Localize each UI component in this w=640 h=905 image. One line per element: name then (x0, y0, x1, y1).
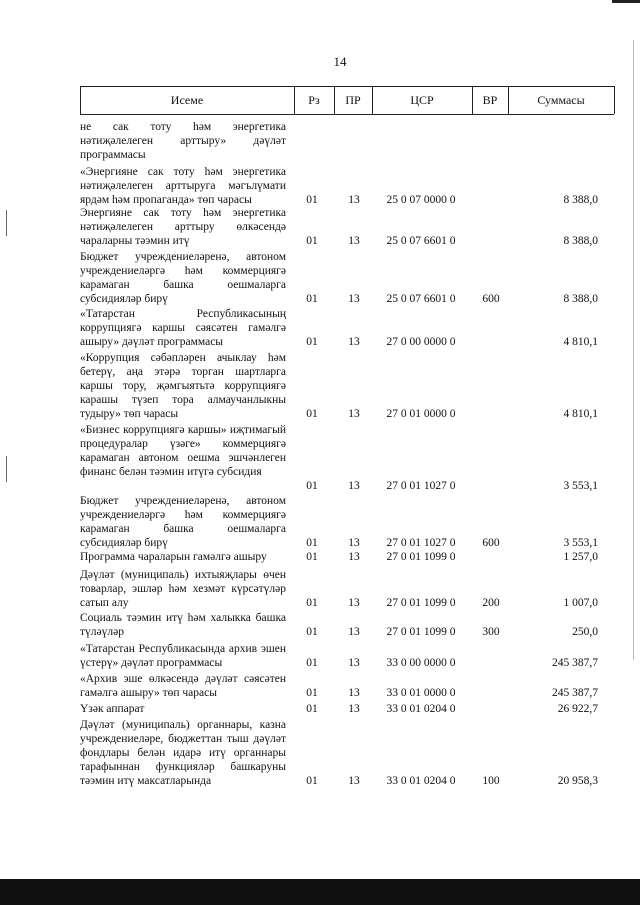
table-row (80, 206, 614, 248)
row-sum: 245 387,7 (552, 657, 598, 669)
row-sum: 20 958,3 (557, 775, 598, 787)
row-pr: 13 (348, 194, 360, 206)
row-pr: 13 (348, 703, 360, 715)
row-pr: 13 (348, 687, 360, 699)
row-rz: 01 (306, 194, 318, 206)
scan-bottom-bar (0, 879, 640, 905)
table-row (80, 672, 614, 700)
page-number: 14 (333, 54, 347, 69)
row-rz: 01 (306, 657, 318, 669)
header-name: Исеме (170, 93, 204, 107)
row-name: Бюджет учреждениеләренә, автоном учреждениеләргә һәм коммерциягә карамаган башка оешмаларга субсидияләр бирү (80, 251, 286, 305)
table-row (80, 423, 614, 493)
row-csr: 25 0 07 6601 0 (386, 235, 456, 247)
row-vr: 300 (482, 626, 500, 638)
table-row (80, 550, 614, 564)
scan-mark-top (612, 0, 640, 3)
row-csr: 33 0 00 0000 0 (386, 657, 456, 669)
row-rz: 01 (306, 336, 318, 348)
row-name: «Коррупция сәбәпләрен ачыклау һәм бетерү, аңа этәрә торган шартларга каршы тору, җәмгыятьтә коррупциягә карашы түзеп тора алмаучанлыкны тудыру» төп чарасы (80, 352, 286, 420)
row-sum: 4 810,1 (563, 408, 598, 420)
row-name: Программа чараларын гамәлгә ашыру (80, 551, 267, 563)
row-name: «Архив эше өлкәсендә дәүләт сәясәтен гамәлгә ашыру» төп чарасы (80, 673, 286, 699)
row-csr: 27 0 01 1099 0 (386, 551, 456, 563)
table-row (80, 718, 614, 788)
row-name: Энергияне сак тоту һәм энергетика нәтиҗәлелеген арттыру өлкәсендә чараларны тәэмин итү (80, 207, 286, 247)
row-rz: 01 (306, 480, 318, 492)
header-rz: Рз (308, 93, 320, 107)
row-sum: 8 388,0 (563, 293, 598, 305)
table-row (80, 611, 614, 639)
row-csr: 33 0 01 0000 0 (386, 687, 456, 699)
row-rz: 01 (306, 408, 318, 420)
table-row (80, 568, 614, 610)
table-row (80, 494, 614, 550)
table-row (80, 165, 614, 207)
row-pr: 13 (348, 597, 360, 609)
row-rz: 01 (306, 687, 318, 699)
row-sum: 1 007,0 (563, 597, 598, 609)
table-row (80, 120, 614, 162)
table-row (80, 250, 614, 306)
row-pr: 13 (348, 537, 360, 549)
row-name: не сак тоту һәм энергетика нәтиҗәлелеген арттыру» дәүләт программасы (80, 121, 286, 161)
table-row (80, 702, 614, 716)
row-sum: 1 257,0 (563, 551, 598, 563)
table-row (80, 642, 614, 670)
row-csr: 33 0 01 0204 0 (386, 775, 456, 787)
row-pr: 13 (348, 551, 360, 563)
row-sum: 8 388,0 (563, 235, 598, 247)
row-pr: 13 (348, 775, 360, 787)
header-border-right (614, 86, 615, 114)
row-name: «Татарстан Республикасының коррупциягә каршы сәясәтен гамәлгә ашыру» дәүләт программасы (80, 308, 286, 348)
header-sum: Суммасы (537, 93, 585, 107)
row-name: Үзәк аппарат (80, 703, 145, 715)
table-row (80, 351, 614, 421)
header-vr: ВР (482, 93, 498, 107)
row-csr: 27 0 01 1099 0 (386, 626, 456, 638)
row-pr: 13 (348, 480, 360, 492)
row-name: «Энергияне сак тоту һәм энергетика нәтиҗәлелеген арттыруга мәгълүмати ярдәм һәм пропаганда» төп чарасы (80, 166, 286, 206)
row-csr: 33 0 01 0204 0 (386, 703, 456, 715)
row-sum: 4 810,1 (563, 336, 598, 348)
row-csr: 25 0 07 6601 0 (386, 293, 456, 305)
row-pr: 13 (348, 293, 360, 305)
row-rz: 01 (306, 235, 318, 247)
row-sum: 3 553,1 (563, 480, 598, 492)
row-rz: 01 (306, 626, 318, 638)
table-row (80, 307, 614, 349)
scan-mark-left-1 (6, 210, 7, 236)
row-pr: 13 (348, 235, 360, 247)
header-bottom-border (80, 114, 614, 115)
row-sum: 245 387,7 (552, 687, 598, 699)
row-csr: 27 0 01 1027 0 (386, 480, 456, 492)
header-pr: ПР (345, 93, 361, 107)
scan-edge-right (633, 40, 634, 660)
row-name: Дәүләт (муниципаль) органнары, казна учреждениеләре, бюджеттан тыш дәүләт фондлары белән идарә итү органнары тарафыннан функцияләр башкаруны тәэмин итү максатларында (80, 719, 286, 787)
row-sum: 8 388,0 (563, 194, 598, 206)
scan-mark-left-2 (6, 456, 7, 482)
row-csr: 27 0 01 1027 0 (386, 537, 456, 549)
row-sum: 3 553,1 (563, 537, 598, 549)
row-rz: 01 (306, 293, 318, 305)
row-pr: 13 (348, 408, 360, 420)
row-rz: 01 (306, 537, 318, 549)
row-pr: 13 (348, 336, 360, 348)
row-sum: 250,0 (572, 626, 598, 638)
row-vr: 600 (482, 537, 500, 549)
row-csr: 27 0 00 0000 0 (386, 336, 456, 348)
row-name: Социаль тәэмин итү һәм халыкка башка түләүләр (80, 612, 286, 638)
row-csr: 25 0 07 0000 0 (386, 194, 456, 206)
row-csr: 27 0 01 1099 0 (386, 597, 456, 609)
row-pr: 13 (348, 626, 360, 638)
row-vr: 100 (482, 775, 500, 787)
row-name: «Бизнес коррупциягә каршы» иҗтимагый процедуралар үзәге» коммерциягә карамаган автоном оешма эшчәнлеген финанс белән тәэмин итүгә субсидия (80, 424, 286, 478)
row-vr: 600 (482, 293, 500, 305)
row-vr: 200 (482, 597, 500, 609)
row-sum: 26 922,7 (557, 703, 598, 715)
row-rz: 01 (306, 551, 318, 563)
row-rz: 01 (306, 775, 318, 787)
row-pr: 13 (348, 657, 360, 669)
row-name: Дәүләт (муниципаль) ихтыяҗлары өчен товарлар, эшләр һәм хезмәт күрсәтүләр сатып алу (80, 569, 286, 609)
row-name: Бюджет учреждениеләренә, автоном учреждениеләргә һәм коммерциягә карамаган башка оешмаларга субсидияләр бирү (80, 495, 286, 549)
header-csr: ЦСР (410, 93, 434, 107)
row-csr: 27 0 01 0000 0 (386, 408, 456, 420)
row-name: «Татарстан Республикасында архив эшен үстерү» дәүләт программасы (80, 643, 286, 669)
row-rz: 01 (306, 597, 318, 609)
row-rz: 01 (306, 703, 318, 715)
